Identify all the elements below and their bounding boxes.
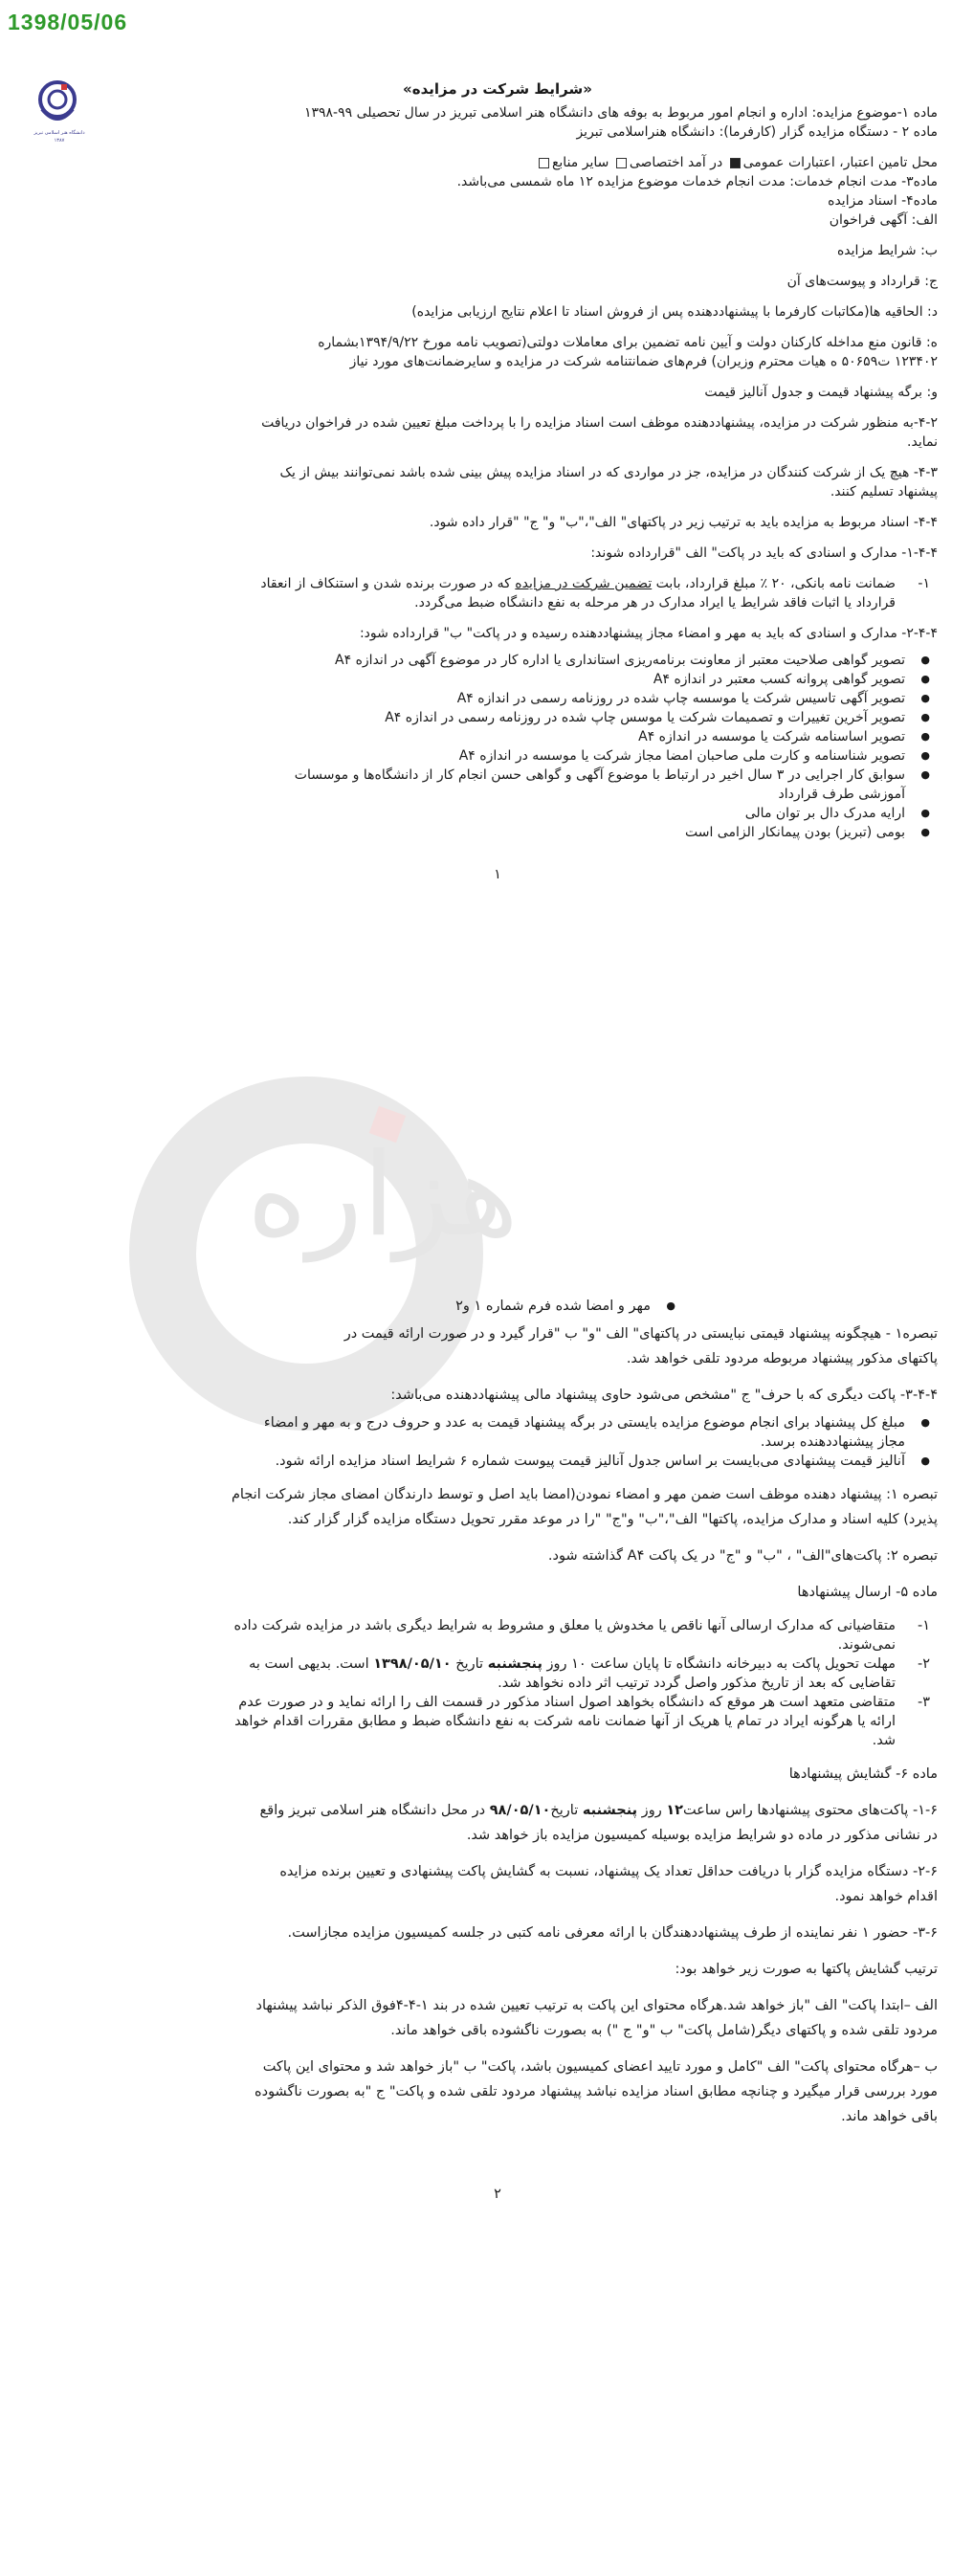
item-vav: و: برگه پیشنهاد قیمت و جدول آنالیز قیمت: [704, 385, 938, 400]
page-1: [54, 80, 938, 882]
date-stamp: 1398/05/06: [8, 10, 128, 34]
funding-line: محل تامین اعتبار، اعتبارات عمومی در آمد اختصاصی سایر منابع: [57, 153, 938, 172]
opening-order: ترتیب گشایش پاکتها به صورت زیر خواهد بود:: [675, 1962, 938, 1977]
other-sources-checkbox: [539, 158, 549, 168]
list-item: ● تصویر گواهی صلاحیت معتبر از معاونت برنامه‌ریزی استانداری یا اداره کار در موضوع آگهی در اندازه A۴: [57, 651, 905, 670]
clause-4-2: ۴-۲-به منظور شرکت در مزایده، پیشنهاددهنده موظف است اسناد مزایده را با پرداخت مبلغ تعیین شده در فراخوان دریافت: [261, 415, 938, 431]
clause-4-2-cont: نماید.: [907, 434, 938, 450]
guarantee-item: ۱- ضمانت نامه بانکی، ۲۰ ٪ مبلغ قرارداد، بابت تضمین شرکت در مزایده که در صورت برنده شدن و استنکاف از انعقاد قرارداد یا اثبات فاقد شرایط یا ایراد مدارک در هر مرحله به نفع دانشگاه ضبط می‌گردد.: [260, 576, 930, 611]
clause-4-4-3: ۳-۴-۴- پاکت دیگری که با حرف" ج "مشخص می‌شود حاوی پیشنهاد مالی پیشنهاددهنده می‌باشد:: [390, 1388, 938, 1403]
list-item: ● آنالیز قیمت پیشنهادی می‌بایست بر اساس جدول آنالیز قیمت پیوست شماره ۶ شرایط اسناد مزایده ارائه شود.: [57, 1452, 905, 1471]
page-number: ۲: [494, 2187, 501, 2202]
order-be-cont: مورد بررسی قرار میگیرد و چنانچه مطابق اسناد مزایده نباشد پیشنهاد مردود تلقی شده و پاکت" ج "به بصورت ناگشوده: [255, 2084, 938, 2099]
list-item: ● مبلغ کل پیشنهاد برای انجام موضوع مزایده بایستی در برگه پیشنهاد قیمت به عدد و حروف درج و به مهر و امضاء مجاز پیشنهاددهنده برسد.: [57, 1413, 905, 1452]
clause-6-2: ۲-۶- دستگاه مزایده گزار با دریافت حداقل تعداد یک پیشنهاد، نسبت به گشایش پاکت پیشنهادی و تعیین برنده مزایده: [279, 1864, 938, 1879]
clause-6-1-cont: در نشانی مذکور در ماده دو شرایط مزایده بوسیله کمیسیون مزایده باز خواهد شد.: [466, 1828, 938, 1843]
order-be-cont2: باقی خواهد ماند.: [841, 2109, 938, 2124]
clause-4-4-2: ۲-۴-۴- مدارک و اسنادی که باید به مهر و امضاء مجاز پیشنهاددهنده رسیده و در پاکت" ب" قرارداده شود:: [359, 626, 938, 641]
list-item: ● سوابق کار اجرایی در ۳ سال اخیر در ارتباط با موضوع آگهی و گواهی حسن انجام کار از دانشگاه‌ها و موسسات آموزشی طرف قرارداد: [57, 766, 905, 804]
article-4: ماده۴- اسناد مزایده: [828, 193, 938, 209]
order-be: ب –هرگاه محتوای پاکت" الف "کامل و مورد تایید اعضای کمیسیون باشد، پاکت" ب "باز خواهد شد و محتوای این پاکت: [262, 2059, 938, 2075]
list-item: ● تصویر گواهی پروانه کسب معتبر در اندازه A۴: [57, 670, 905, 689]
list-item: ● تصویر آگهی تاسیس شرکت یا موسسه چاپ شده در روزنامه رسمی در اندازه A۴: [57, 689, 905, 708]
list-item: ● مهر و امضا شده فرم شماره ۱ و۲: [57, 1297, 651, 1316]
item-he: ه: قانون منع مداخله کارکنان دولت و آیین نامه تضمین برای معاملات دولتی(تصویب نامه مورخ ۱۳۹۴/۹/۲۲بشماره: [318, 335, 938, 350]
article-5-item-1: ۱- متقاضیانی که مدارک ارسالی آنها ناقص یا مخدوش یا معلق و مشروط به شرایط دیگری باشد در مزایده شرکت داده نمی‌شوند.: [233, 1618, 930, 1653]
svg-text:هزاره: هزاره: [247, 1129, 519, 1262]
note-a-cont: پذیرد) کلیه اسناد و مدارک مزایده، پاکتها" الف"،"ب" و"ج" "را در موعد مقرر تحویل دستگاه مزایده گزار گزار کند.: [287, 1512, 938, 1527]
page-number: ۱: [494, 867, 501, 882]
order-alef-cont: مردود تلقی شده و پاکتهای دیگر(شامل پاکت" ب "و" ج ") به بصورت ناگشوده باقی خواهد ماند.: [390, 2023, 938, 2038]
list-item: ● تصویر آخرین تغییرات و تصمیمات شرکت یا موسس چاپ شده در روزنامه رسمی در اندازه A۴: [57, 708, 905, 727]
financial-list: [57, 1413, 938, 1471]
clause-4-3-cont: پیشنهاد تسلیم کنند.: [830, 484, 938, 500]
list-item: ● ارایه مدرک دال بر توان مالی: [57, 804, 905, 823]
article-5-item-3: ۳- متقاضی متعهد است هر موقع که دانشگاه بخواهد اصول اسناد مذکور در قسمت الف را ارائه نماید و در صورت عدم ارائه یا هرگونه ایراد در تمام یا هریک از آنها ضمانت نامه شرکت به نفع دانشگاه ضبط و مطابق مقررات اقدام خواهد شد.: [234, 1695, 930, 1748]
list-item: ● تصویر شناسنامه و کارت ملی صاحبان امضا مجاز شرکت یا موسسه در اندازه A۴: [57, 746, 905, 766]
article-5-item-2: ۲- مهلت تحویل پاکت به دبیرخانه دانشگاه تا پایان ساعت ۱۰ روز پنجشنبه تاریخ ۱۳۹۸/۰۵/۱۰ است. بدیهی است به تقاضایی که بعد از تاریخ مذکور واصل گردد ترتیب اثر داده نخواهد شد.: [249, 1656, 930, 1691]
item-jim: ج: قرارداد و پیوست‌های آن: [786, 274, 938, 289]
document-title: «شرایط شرکت در مزایده»: [403, 80, 592, 98]
public-funds-checkbox: [730, 158, 741, 168]
dedicated-income-checkbox: [616, 158, 627, 168]
clause-6-3: ۳-۶- حضور ۱ نفر نماینده از طرف پیشنهاددهندگان با ارائه معرفی نامه کتبی در جلسه کمیسیون مزایده مجازاست.: [287, 1925, 938, 1941]
article-1: ماده ۱-موضوع مزایده: اداره و انجام امور مربوط به بوفه های دانشگاه هنر اسلامی تبریز در سال تحصیلی ۹۹-۱۳۹۸: [303, 105, 938, 121]
note-a: تبصره ۱: پیشنهاد دهنده موظف است ضمن مهر و امضاء نمودن(امضا باید اصل و توسط دارندگان امضای مجاز شرکت انجام: [231, 1487, 938, 1502]
order-alef: الف –ابتدا پاکت" الف "باز خواهد شد.هرگاه محتوای این پاکت به ترتیب تعیین شده در بند ۱-۴-۴فوق الذکر نباشد پیشنهاد: [255, 1998, 938, 2013]
svg-text:دانشگاه هنر اسلامی تبریز: دانشگاه هنر اسلامی تبریز: [33, 130, 85, 136]
note-1: تبصره۱ - هیچگونه پیشنهاد قیمتی نبایستی در پاکتهای" الف "و" ب "قرار گیرد و در صورت ارائه قیمت در: [343, 1326, 938, 1342]
item-alef: الف: آگهی فراخوان: [829, 212, 938, 228]
note-b: تبصره ۲: پاکت‌های"الف" ، "ب" و "ج" در یک پاکت A۴ گذاشته شود.: [547, 1548, 938, 1564]
item-dal: د: الحاقیه ها(مکاتبات کارفرما با پیشنهاددهنده پس از فروش اسناد تا اعلام نتایج ارزیابی مزایده): [411, 304, 938, 320]
item-he-cont: ۱۲۳۴۰۲ ت۵۰۶۵۹ ه هیات محترم وزیران) فرم‌های ضمانتنامه شرکت در مزایده و سایرضمانت‌های مورد نیاز: [349, 354, 938, 369]
svg-text:۱۳۸۷: ۱۳۸۷: [54, 138, 65, 144]
clause-4-4: ۴-۴- اسناد مربوط به مزایده باید به ترتیب زیر در پاکتهای" الف"،"ب" و" ج" "قرار داده شود.: [429, 515, 938, 530]
clause-6-1: ۱-۶- پاکت‌های محتوی پیشنهادها راس ساعت۱۲ روز پنجشنبه تاریخ۹۸/۰۵/۱۰ در محل دانشگاه هنر اسلامی تبریز واقع: [259, 1803, 938, 1818]
note-1-cont: پاکتهای مذکور پیشنهاد مربوطه مردود تلقی خواهد شد.: [626, 1351, 938, 1366]
article-5: ماده ۵- ارسال پیشنهادها: [797, 1585, 938, 1600]
item-be: ب: شرایط مزایده: [836, 243, 938, 258]
clause-4-3: ۴-۳- هیچ یک از شرکت کنندگان در مزایده، جز در مواردی که در اسناد مزایده پیش بینی شده باشد نمی‌توانند بیش از یک: [279, 465, 938, 480]
page-2: [57, 1297, 938, 2202]
article-6: ماده ۶- گشایش پیشنهادها: [788, 1766, 938, 1782]
clause-4-4-1: ۱-۴-۴- مدارک و اسنادی که باید در پاکت" الف "قرارداده شوند:: [590, 545, 938, 561]
list-item: ● تصویر اساسنامه شرکت یا موسسه در اندازه A۴: [57, 727, 905, 746]
clause-6-2-cont: اقدام خواهد نمود.: [834, 1889, 938, 1904]
article-3: ماده۳- مدت انجام خدمات: مدت انجام خدمات موضوع مزایده ۱۲ ماه شمسی می‌باشد.: [456, 174, 938, 189]
seal-list: [57, 1297, 938, 1316]
article-2: ماده ۲ - دستگاه مزایده گزار (کارفرما): دانشگاه هنراسلامی تبریز: [576, 124, 938, 140]
documents-list: [57, 651, 938, 842]
list-item: ● بومی (تبریز) بودن پیمانکار الزامی است: [57, 823, 905, 842]
